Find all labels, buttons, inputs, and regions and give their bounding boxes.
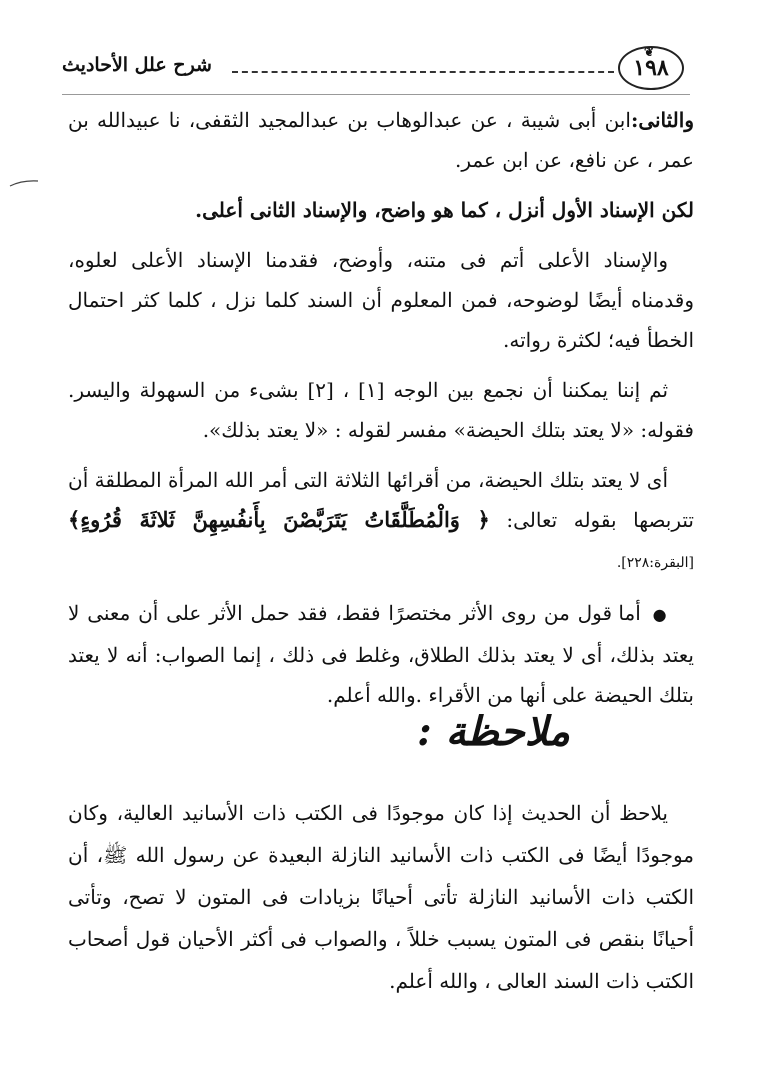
note-heading: ملاحظة : <box>417 708 570 755</box>
paragraph-1-lead: والثانى: <box>630 108 694 132</box>
bullet-icon: ● <box>652 605 669 624</box>
paragraph-2: لكن الإسناد الأول أنزل ، كما هو واضح، والإسناد الثانى أعلى. <box>195 198 694 222</box>
book-title: شرح علل الأحاديث <box>62 54 212 76</box>
paragraph-5-text: أى لا يعتد بتلك الحيضة، من أقرائها الثلاثة التى أمر الله المرأة المطلقة أن تتربصها بقوله تعالى: <box>68 468 694 532</box>
paragraph-4: ثم إننا يمكننا أن نجمع بين الوجه [١] ، [٢] بشىء من السهولة واليسر. فقوله: «لا يعتد بتلك الحيضة» مفسر لقوله : «لا يعتد بذلك». <box>68 378 694 442</box>
paragraph-3: والإسناد الأعلى أتم فى متنه، وأوضح، فقدمنا الإسناد الأعلى لعلوه، وقدمناه أيضًا لوضوحه، فمن المعلوم أن السند كلما نزل ، كلما كثر احتمال الخطأ فيه؛ لكثرة رواته. <box>68 248 694 352</box>
paragraph-6 <box>68 593 694 715</box>
margin-mark-icon <box>8 178 40 188</box>
quran-verse: ﴿ وَالْمُطَلَّقَاتُ يَتَرَبَّصْنَ بِأَنفُسِهِنَّ ثَلاثَةَ قُرُوءٍ﴾ <box>68 507 490 532</box>
ornament-icon: ❦ <box>643 45 654 59</box>
header-divider <box>232 71 614 73</box>
paragraph-1-text: ابن أبى شيبة ، عن عبدالوهاب بن عبدالمجيد الثقفى، نا عبيدالله بن عمر ، عن نافع، عن ابن عمر. <box>68 108 694 172</box>
main-text <box>68 100 694 725</box>
verse-reference: [البقرة:٢٢٨]. <box>616 555 694 571</box>
page-header <box>62 40 690 96</box>
note-text: يلاحظ أن الحديث إذا كان موجودًا فى الكتب ذات الأسانيد العالية، وكان موجودًا أيضًا فى الكتب ذات الأسانيد النازلة البعيدة عن رسول الله ﷺ، أن الكتب ذات الأسانيد النازلة تأتى أحيانًا بزيادات فى المتون لا تصح، وتأتى أحيانًا بنقص فى المتون يسبب خللاً ، والصواب فى أكثر الأحيان قول أصحاب الكتب ذات السند العالى ، والله أعلم. <box>68 801 694 993</box>
paragraph-6-text: أما قول من روى الأثر مختصرًا فقط، فقد حمل الأثر على أن معنى لا يعتد بذلك، أى لا يعتد بذلك الطلاق، وغلط فى ذلك ، إنما الصواب: أنه لا يعتد بتلك الحيضة على أنها من الأقراء .والله أعلم. <box>68 601 694 707</box>
page-number: ١٩٨ <box>633 55 669 81</box>
page-number-badge <box>618 46 684 90</box>
header-underline <box>62 94 690 95</box>
paragraph-5 <box>68 460 694 583</box>
paragraph-1 <box>68 100 694 180</box>
